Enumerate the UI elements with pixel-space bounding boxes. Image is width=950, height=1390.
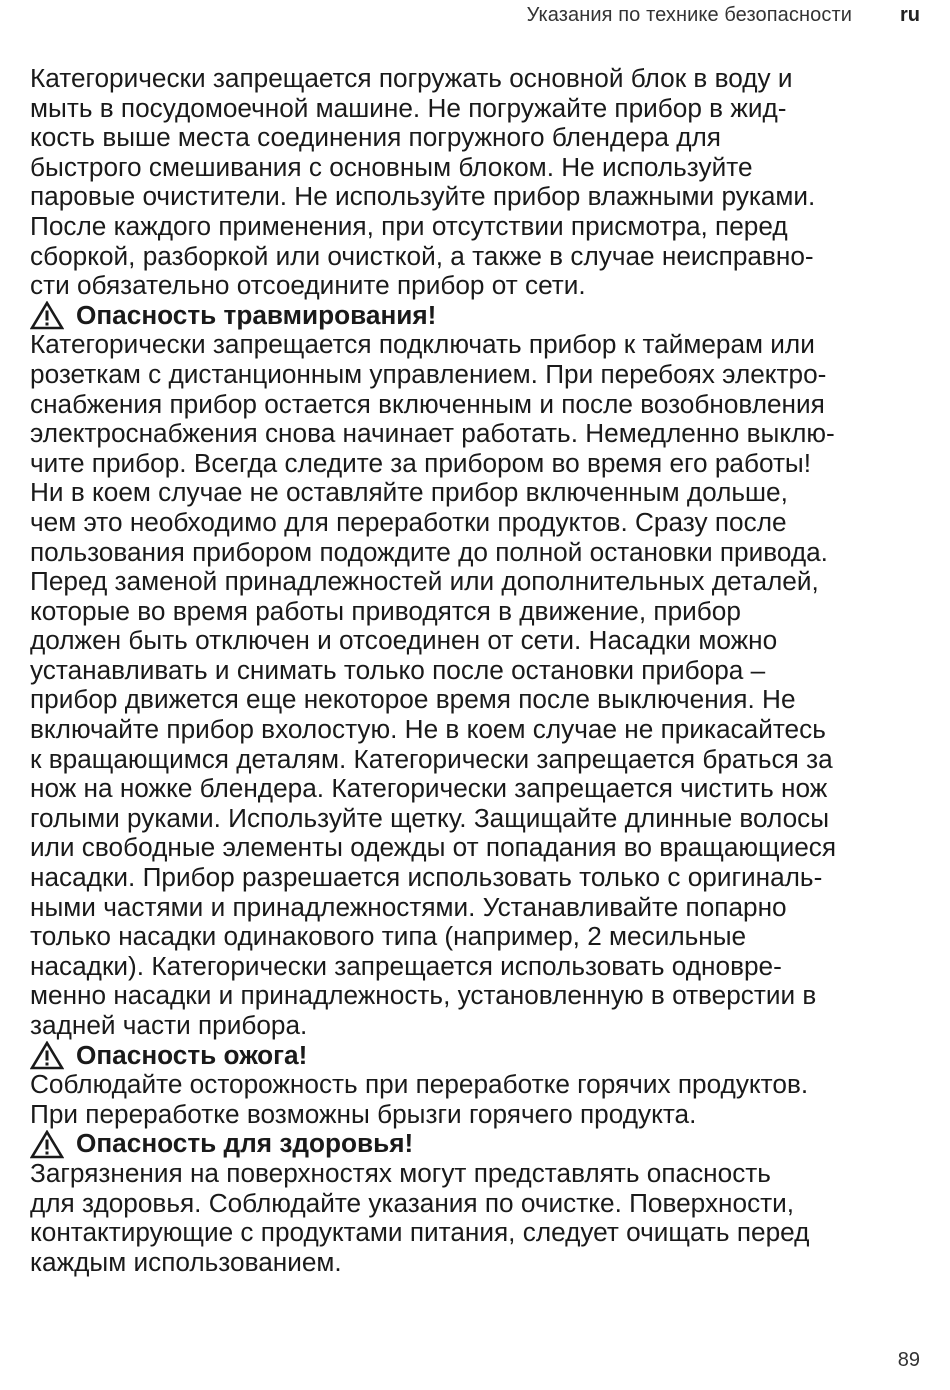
text-line: для здоровья. Соблюдайте указания по очистке. Поверхности, xyxy=(30,1187,795,1218)
language-code: ru xyxy=(900,4,920,26)
header-title: Указания по технике безопасности xyxy=(526,4,852,26)
warning-triangle-icon xyxy=(30,301,64,330)
text-line: быстрого смешивания с основным блоком. Не используйте xyxy=(30,151,753,182)
text-line: каждым использованием. xyxy=(30,1246,342,1277)
text-line: прибор движется еще некоторое время после выключения. Не xyxy=(30,684,796,715)
section-injury xyxy=(30,301,922,1041)
text-line: должен быть отключен и отсоединен от сети. Насадки можно xyxy=(30,625,778,656)
warning-triangle-icon xyxy=(30,1041,64,1070)
text-line: пользования прибором подождите до полной остановки привода. xyxy=(30,536,828,567)
text-line: Перед заменой принадлежностей или дополнительных деталей, xyxy=(30,566,819,597)
text-line: нож на ножке блендера. Категорически запрещается чистить нож xyxy=(30,773,828,804)
text-line: При переработке возможны брызги горячего продукта. xyxy=(30,1098,697,1129)
text-line: включайте прибор вхолостую. Не в коем случае не прикасайтесь xyxy=(30,714,826,745)
section-heading-text: Опасность для здоровья! xyxy=(76,1128,414,1159)
text-line: снабжения прибор остается включенным и после возобновления xyxy=(30,388,825,419)
text-line: задней части прибора. xyxy=(30,1010,308,1040)
text-line: менно насадки и принадлежность, установленную в отверстии в xyxy=(30,980,817,1011)
text-line: мыть в посудомоечной машине. Не погружайте прибор в жид- xyxy=(30,92,787,123)
text-line: чем это необходимо для переработки продуктов. Сразу после xyxy=(30,506,787,537)
text-line: насадки). Категорически запрещается использовать одновре- xyxy=(30,950,782,981)
text-line: Категорически запрещается подключать прибор к таймерам или xyxy=(30,329,815,360)
text-line: сборкой, разборкой или очисткой, а также в случае неисправно- xyxy=(30,240,814,271)
text-line: устанавливать и снимать только после остановки прибора – xyxy=(30,654,766,685)
section-heading xyxy=(30,1129,922,1159)
page-header xyxy=(0,4,950,30)
text-line: насадки. Прибор разрешается использовать только с оригиналь- xyxy=(30,862,823,893)
text-line: чите прибор. Всегда следите за прибором во время его работы! xyxy=(30,447,812,478)
text-line: контактирующие с продуктами питания, следует очищать перед xyxy=(30,1217,810,1248)
text-line: паровые очистители. Не используйте прибор влажными руками. xyxy=(30,181,816,212)
text-line: Ни в коем случае не оставляйте прибор включенным дольше, xyxy=(30,477,788,508)
text-line: сти обязательно отсоедините прибор от сети. xyxy=(30,270,586,301)
text-line: которые во время работы приводятся в движение, прибор xyxy=(30,595,741,626)
section-burn xyxy=(30,1041,922,1130)
section-heading-text: Опасность ожога! xyxy=(76,1039,308,1070)
text-line: Загрязнения на поверхностях могут представлять опасность xyxy=(30,1157,771,1188)
text-line: электроснабжения снова начинает работать. Немедленно выклю- xyxy=(30,418,835,449)
text-line: розеткам с дистанционным управлением. При перебоях электро- xyxy=(30,358,827,389)
intro-paragraph xyxy=(30,64,922,301)
text-line: Соблюдайте осторожность при переработке горячих продуктов. xyxy=(30,1069,809,1100)
page-number: 89 xyxy=(897,1349,920,1371)
section-heading-text: Опасность травмирования! xyxy=(76,299,437,330)
text-line: или свободные элементы одежды от попадания во вращающиеся xyxy=(30,832,837,863)
text-line: к вращающимся деталям. Категорически запрещается браться за xyxy=(30,743,833,774)
warning-triangle-icon xyxy=(30,1130,64,1159)
section-health xyxy=(30,1129,922,1277)
text-line: Категорически запрещается погружать основной блок в воду и xyxy=(30,63,793,93)
section-heading xyxy=(30,1041,922,1071)
section-heading xyxy=(30,301,922,331)
text-line: После каждого применения, при отсутствии присмотра, перед xyxy=(30,210,788,241)
text-line: только насадки одинакового типа (например, 2 месильные xyxy=(30,921,747,952)
document-body xyxy=(30,64,922,1277)
text-line: кость выше места соединения погружного блендера для xyxy=(30,122,721,153)
text-line: ными частями и принадлежностями. Устанавливайте попарно xyxy=(30,891,787,922)
text-line: голыми руками. Используйте щетку. Защищайте длинные волосы xyxy=(30,802,830,833)
